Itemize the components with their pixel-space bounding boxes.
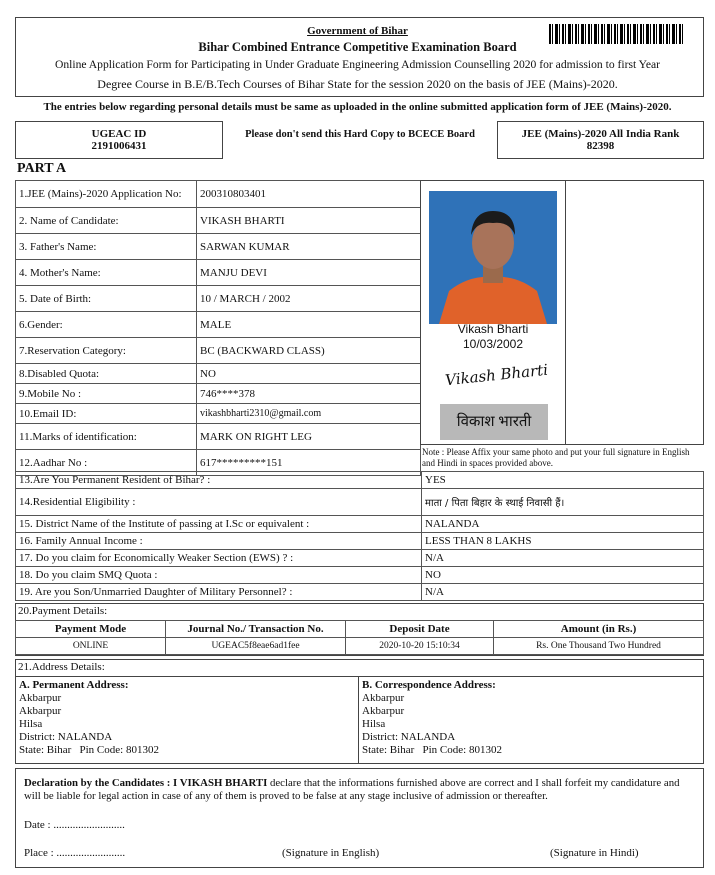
declaration-body: declare that the informations furnished above are correct and I shall forfeit my candidature and will be liable for legal action in case of any of them is proved to be false at any stage inclusive of admission or thereafter. (24, 777, 680, 802)
payment-amount: Rs. One Thousand Two Hundred (494, 638, 704, 655)
part-title: PART A (17, 161, 67, 176)
rank-box (497, 121, 704, 159)
signature-english-label: (Signature in English) (282, 847, 380, 859)
detail-row (16, 404, 421, 424)
correspondence-address (362, 679, 502, 757)
person-icon (429, 191, 557, 324)
header-line-2: Degree Course in B.E/B.Tech Courses of Bihar State for the session 2020 on the basis of JEE (Mains)-2020. (97, 77, 618, 91)
candidate-photo (429, 191, 557, 324)
eligibility-row (16, 533, 704, 550)
permanent-line: Akbarpur (19, 705, 62, 717)
signature-hindi-label: (Signature in Hindi) (550, 847, 639, 859)
detail-label: 6.Gender: (16, 312, 197, 338)
header-line-1: Online Application Form for Participating in Under Graduate Engineering Admission Counselling 2020 for admission to first Year (54, 58, 661, 71)
eligibility-value: N/A (422, 584, 704, 601)
detail-value: VIKASH BHARTI (197, 208, 421, 234)
detail-value: MALE (197, 312, 421, 338)
correspondence-line: Akbarpur (362, 705, 405, 717)
signature-english: Vikash Bharti (444, 360, 549, 390)
place-field: Place : ......................... (24, 847, 126, 859)
eligibility-row (16, 584, 704, 601)
payment-date: 2020-10-20 15:10:34 (346, 638, 494, 655)
detail-label: 4. Mother's Name: (16, 260, 197, 286)
detail-label: 1.JEE (Mains)-2020 Application No: (16, 181, 197, 208)
detail-value: NO (197, 364, 421, 384)
detail-value: MARK ON RIGHT LEG (197, 424, 421, 450)
detail-label: 8.Disabled Quota: (16, 364, 197, 384)
detail-value: vikashbharti2310@gmail.com (197, 404, 421, 424)
photo-column-right (565, 180, 566, 445)
rank-value: 82398 (586, 140, 615, 152)
personal-details-table (15, 180, 421, 476)
detail-label: 2. Name of Candidate: (16, 208, 197, 234)
payment-header-mode: Payment Mode (16, 621, 166, 638)
detail-row (16, 312, 421, 338)
payment-header-date: Deposit Date (346, 621, 494, 638)
eligibility-value: माता / पिता बिहार के स्थाई निवासी हैं। (422, 489, 704, 516)
detail-row (16, 260, 421, 286)
correspondence-line: State: Bihar Pin Code: 801302 (362, 744, 502, 756)
detail-row (16, 424, 421, 450)
rank-label: JEE (Mains)-2020 All India Rank (521, 128, 680, 140)
eligibility-label: 16. Family Annual Income : (16, 533, 422, 550)
payment-header-amount: Amount (in Rs.) (494, 621, 704, 638)
date-field: Date : .......................... (24, 819, 125, 831)
detail-value: BC (BACKWARD CLASS) (197, 338, 421, 364)
signature-hindi: विकाश भारती (440, 404, 548, 440)
detail-label: 5. Date of Birth: (16, 286, 197, 312)
eligibility-label: 17. Do you claim for Economically Weaker Section (EWS) ? : (16, 550, 422, 567)
ugeac-label: UGEAC ID (91, 128, 147, 140)
detail-label: 9.Mobile No : (16, 384, 197, 404)
permanent-line: Akbarpur (19, 692, 62, 704)
eligibility-row (16, 489, 704, 516)
entries-note: The entries below regarding personal details must be same as uploaded in the online submitted application form of JEE (Mains)-2020. (43, 101, 672, 113)
permanent-line: State: Bihar Pin Code: 801302 (19, 744, 159, 756)
address-divider (358, 676, 359, 764)
detail-value: 10 / MARCH / 2002 (197, 286, 421, 312)
payment-transaction: UGEAC5f8eae6ad1fee (166, 638, 346, 655)
photo-name: Vikash Bharti (457, 322, 529, 336)
eligibility-label: 14.Residential Eligibility : (16, 489, 422, 516)
eligibility-value: NO (422, 567, 704, 584)
declaration-bold: Declaration by the Candidates : I VIKASH BHARTI (24, 777, 268, 789)
detail-value: 617*********151 (197, 450, 421, 476)
eligibility-row (16, 516, 704, 533)
detail-label: 12.Aadhar No : (16, 450, 197, 476)
permanent-heading: A. Permanent Address: (19, 679, 129, 691)
detail-row (16, 364, 421, 384)
correspondence-heading: B. Correspondence Address: (362, 679, 496, 691)
gov-title: Government of Bihar (307, 25, 408, 37)
eligibility-value: NALANDA (422, 516, 704, 533)
eligibility-value: LESS THAN 8 LAKHS (422, 533, 704, 550)
correspondence-line: Hilsa (362, 718, 386, 730)
board-title: Bihar Combined Entrance Competitive Examination Board (198, 40, 517, 54)
payment-mode: ONLINE (16, 638, 166, 655)
detail-value: 200310803401 (197, 181, 421, 208)
eligibility-label: 19. Are you Son/Unmarried Daughter of Military Personnel? : (16, 584, 422, 601)
payment-title: 20.Payment Details: (18, 605, 108, 617)
payment-header-transaction: Journal No./ Transaction No. (166, 621, 346, 638)
detail-row (16, 208, 421, 234)
detail-row (16, 234, 421, 260)
photo-note: Note : Please Affix your same photo and put your full signature in English and Hindi in spaces provided above. (422, 447, 690, 468)
correspondence-line: Akbarpur (362, 692, 405, 704)
correspondence-line: District: NALANDA (362, 731, 456, 743)
detail-label: 7.Reservation Category: (16, 338, 197, 364)
eligibility-row (16, 550, 704, 567)
photo-dob: 10/03/2002 (462, 337, 524, 351)
detail-value: 746****378 (197, 384, 421, 404)
ugeac-value: 2191006431 (91, 140, 147, 152)
payment-table (15, 620, 704, 655)
detail-label: 11.Marks of identification: (16, 424, 197, 450)
ugeac-box (15, 121, 223, 159)
eligibility-row (16, 472, 704, 489)
detail-label: 3. Father's Name: (16, 234, 197, 260)
detail-value: SARWAN KUMAR (197, 234, 421, 260)
eligibility-value: N/A (422, 550, 704, 567)
permanent-line: Hilsa (19, 718, 43, 730)
eligibility-table (15, 471, 704, 601)
eligibility-label: 15. District Name of the Institute of passing at I.Sc or equivalent : (16, 516, 422, 533)
hardcopy-note: Please don't send this Hard Copy to BCECE Board (245, 129, 475, 140)
eligibility-row (16, 567, 704, 584)
detail-row (16, 338, 421, 364)
declaration-text (24, 777, 696, 803)
detail-row (16, 286, 421, 312)
permanent-line: District: NALANDA (19, 731, 113, 743)
detail-row (16, 181, 421, 208)
detail-value: MANJU DEVI (197, 260, 421, 286)
address-title: 21.Address Details: (18, 661, 105, 673)
eligibility-value: YES (422, 472, 704, 489)
eligibility-label: 18. Do you claim SMQ Quota : (16, 567, 422, 584)
detail-row (16, 384, 421, 404)
eligibility-label: 13.Are You Permanent Resident of Bihar? : (16, 472, 422, 489)
detail-label: 10.Email ID: (16, 404, 197, 424)
permanent-address (19, 679, 159, 757)
